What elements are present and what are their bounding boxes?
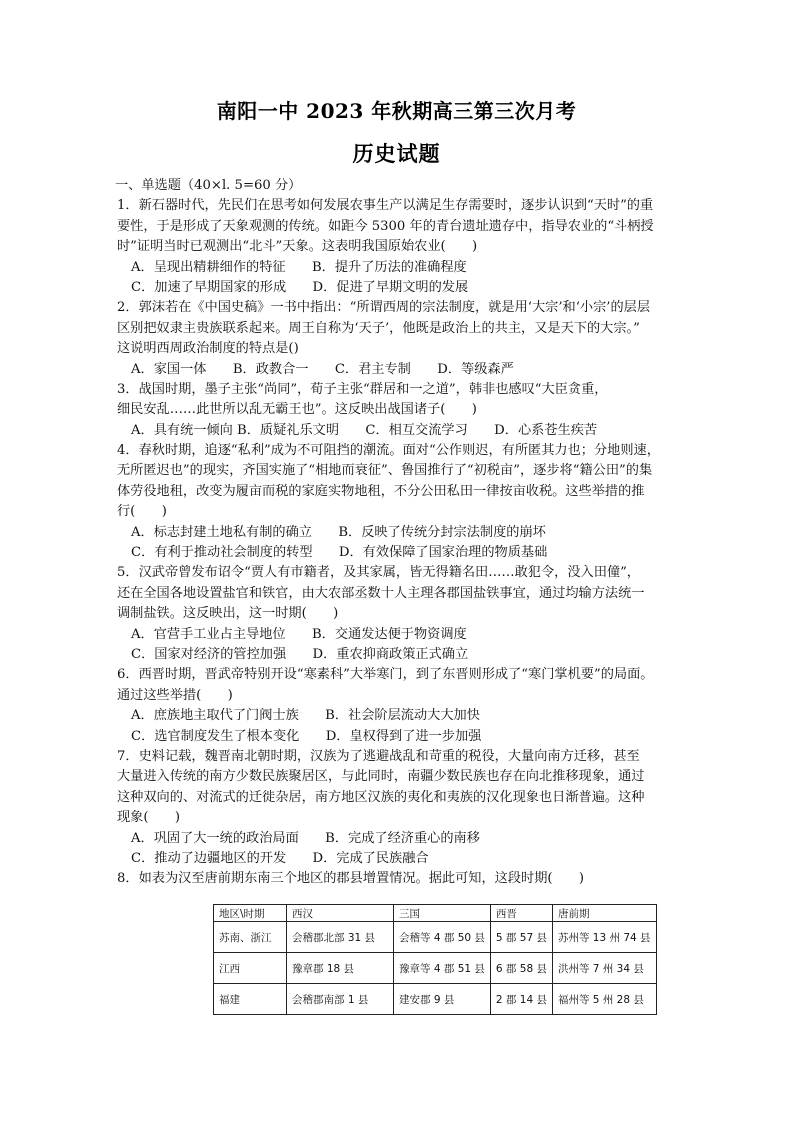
answer-options-line: A．标志封建土地私有制的确立 B．反映了传统分封宗法制度的崩坏 (131, 524, 546, 540)
answer-options-line: C．选官制度发生了根本变化 D．皇权得到了进一步加强 (131, 728, 482, 744)
question-text-line: 2．郭沫若在《中国史稿》一书中指出：“所谓西周的宗法制度，就是用‘大宗’和‘小宗’的层层 (117, 300, 651, 316)
question-text-line: 1．新石器时代，先民们在思考如何发展农事生产以满足生存需要时，逐步认识到“天时”的重 (117, 198, 654, 214)
table-row (214, 922, 657, 953)
answer-options-line: C．国家对经济的管控加强 D．重农抑商政策正式确立 (131, 646, 469, 662)
answer-options-line: A．具有统一倾向 B．质疑礼乐文明 C．相互交流学习 D．心系苍生疾苦 (131, 422, 598, 438)
table-row (214, 984, 657, 1015)
table-cell: 江西 (214, 953, 287, 984)
question-text-line: 这种双向的、对流式的迁徙杂居，南方地区汉族的夷化和夷族的汉化现象也日渐普遍。这种 (117, 789, 645, 805)
question-text-line: 4．春秋时期，追逐“私利”成为不可阻挡的潮流。面对“公作则迟，有所匿其力也；分地则速， (117, 443, 660, 459)
answer-options-line: A．庶族地主取代了门阀士族 B．社会阶层流动大大加快 (131, 708, 480, 724)
question-text-line: 体劳役地租，改变为履亩而税的家庭实物地租，不分公田私田一律按亩收税。这些举措的推 (117, 483, 645, 499)
question-text-line: 这说明西周政治制度的特点是() (117, 341, 299, 357)
table-cell: 苏州等 13 州 74 县 (552, 922, 656, 953)
table-cell: 福州等 5 州 28 县 (552, 984, 656, 1015)
table-cell: 会稽郡北部 31 县 (287, 922, 394, 953)
table-cell: 建安郡 9 县 (394, 984, 491, 1015)
table-header-row (214, 905, 657, 922)
table-header-cell: 唐前期 (552, 905, 656, 922)
table-cell: 2 郡 14 县 (490, 984, 552, 1015)
table-row (214, 953, 657, 984)
table-cell: 苏南、浙江 (214, 922, 287, 953)
table-cell: 福建 (214, 984, 287, 1015)
table-header-cell: 西晋 (490, 905, 552, 922)
exam-title: 南阳一中 2023 年秋期高三第三次月考 (216, 99, 577, 123)
answer-options-line: C．有利于推动社会制度的转型 D．有效保障了国家治理的物质基础 (131, 545, 548, 561)
question-text-line: 要性，于是形成了天象观测的传统。如距今 5300 年的青台遗址遗存中，指导农业的“斗柄授 (117, 218, 654, 234)
question-text-line: 调制盐铁。这反映出，这一时期( ) (117, 606, 339, 622)
question-text-line: 区别把奴隶主贵族联系起来。周王自称为‘天子’，他既是政治上的共主，又是天下的大宗。” (117, 320, 640, 336)
table-cell: 洪州等 7 州 34 县 (552, 953, 656, 984)
answer-options-line: C．推动了边疆地区的开发 D．完成了民族融合 (131, 850, 429, 866)
answer-options-line: A．官营手工业占主导地位 B．交通发达便于物资调度 (131, 626, 467, 642)
question-text-line: 3．战国时期，墨子主张“尚同”，荀子主张“群居和一之道”，韩非也感叹“大臣贪重， (117, 381, 608, 397)
question-text-line: 大量进入传统的南方少数民族聚居区，与此同时，南疆少数民族也存在向北推移现象，通过 (117, 769, 645, 785)
question-text-line: 5．汉武帝曾发布诏令“贾人有市籍者，及其家属，皆无得籍名田……敢犯令，没入田僮”， (117, 565, 640, 581)
question-text-line: 细民安乱……此世所以乱无霸王也”。这反映出战国诸子( ) (117, 402, 477, 418)
question-text-line: 行( ) (117, 504, 167, 520)
question-text-line: 无所匿迟也”的现实，齐国实施了“相地而衰征”、鲁国推行了“初税亩”，逐步将“籍公田”的集 (117, 463, 653, 479)
table-cell: 5 郡 57 县 (490, 922, 552, 953)
exam-subtitle: 历史试题 (352, 141, 441, 166)
answer-options-line: A．呈现出精耕细作的特征 B．提升了历法的准确程度 (131, 259, 467, 275)
table-header-cell: 三国 (394, 905, 491, 922)
county-table (213, 904, 657, 1015)
question-body (117, 176, 682, 890)
question-text-line: 现象( ) (117, 810, 181, 826)
question-lines (117, 196, 682, 889)
question-text-line: 6．西晋时期，晋武帝特别开设“寒素科”大举寒门，到了东晋则形成了“寒门掌机要”的局面。 (117, 667, 654, 683)
answer-options-line: C．加速了早期国家的形成 D．促进了早期文明的发展 (131, 279, 469, 295)
question-text-line: 时”证明当时已观测出“北斗”天象。这表明我国原始农业( ) (117, 239, 478, 255)
table-cell: 豫章等 4 郡 51 县 (394, 953, 491, 984)
table-cell: 会稽郡南部 1 县 (287, 984, 394, 1015)
table-header-cell: 西汉 (287, 905, 394, 922)
question-text-line: 8．如表为汉至唐前期东南三个地区的郡县增置情况。据此可知，这段时期( ) (117, 871, 585, 887)
question-text-line: 还在全国各地设置盐官和铁官，由大农部丞数十人主理各郡国盐铁事宜，通过均输方法统一 (117, 585, 645, 601)
table-header-cell: 地区\时期 (214, 905, 287, 922)
table-cell: 豫章郡 18 县 (287, 953, 394, 984)
section-heading: 一、单选题（40×l. 5=60 分） (115, 178, 302, 193)
question-text-line: 7．史料记载，魏晋南北朝时期，汉族为了逃避战乱和苛重的税役，大量向南方迁移，甚至 (117, 748, 640, 764)
answer-options-line: A．家国一体 B．政教合一 C．君主专制 D．等级森严 (131, 361, 514, 377)
answer-options-line: A．巩固了大一统的政治局面 B．完成了经济重心的南移 (131, 830, 480, 846)
table-cell: 6 郡 58 县 (490, 953, 552, 984)
question-text-line: 通过这些举措( ) (117, 687, 233, 703)
table-cell: 会稽等 4 郡 50 县 (394, 922, 491, 953)
